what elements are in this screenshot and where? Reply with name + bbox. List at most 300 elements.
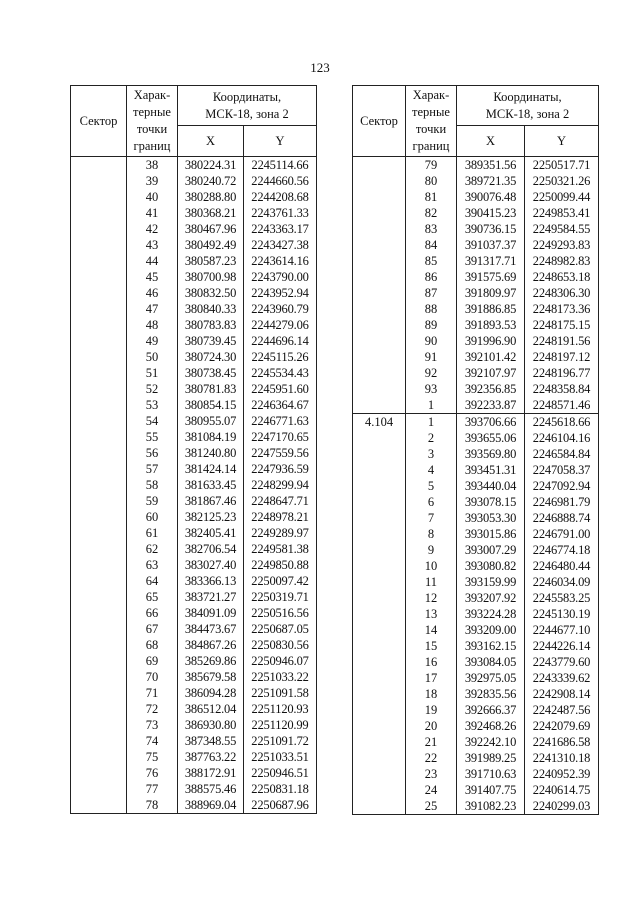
x-coordinate-cell: 380840.33 — [178, 301, 244, 317]
header-x: X — [457, 126, 525, 157]
x-coordinate-cell: 380724.30 — [178, 349, 244, 365]
point-number-cell: 52 — [127, 381, 178, 397]
y-coordinate-cell: 2244660.56 — [244, 173, 317, 189]
point-number-cell: 49 — [127, 333, 178, 349]
y-coordinate-cell: 2245115.26 — [244, 349, 317, 365]
point-number-cell: 65 — [127, 589, 178, 605]
y-coordinate-cell: 2244677.10 — [525, 622, 599, 638]
x-coordinate-cell: 393209.00 — [457, 622, 525, 638]
header-coordinates — [178, 86, 317, 126]
y-coordinate-cell: 2243614.16 — [244, 253, 317, 269]
sector-cell — [71, 461, 127, 477]
table-row — [71, 205, 317, 221]
point-number-cell: 57 — [127, 461, 178, 477]
x-coordinate-cell: 381867.46 — [178, 493, 244, 509]
point-number-cell: 54 — [127, 413, 178, 429]
x-coordinate-cell: 391575.69 — [457, 269, 525, 285]
y-coordinate-cell: 2245951.60 — [244, 381, 317, 397]
header-coords-line: МСК-18, зона 2 — [485, 106, 570, 121]
x-coordinate-cell: 393451.31 — [457, 462, 525, 478]
point-number-cell: 12 — [406, 590, 457, 606]
sector-cell — [71, 317, 127, 333]
table-body — [353, 157, 599, 815]
point-number-cell: 69 — [127, 653, 178, 669]
y-coordinate-cell: 2251091.72 — [244, 733, 317, 749]
point-number-cell: 6 — [406, 494, 457, 510]
sector-cell — [353, 253, 406, 269]
point-number-cell: 20 — [406, 718, 457, 734]
y-coordinate-cell: 2242487.56 — [525, 702, 599, 718]
point-number-cell: 41 — [127, 205, 178, 221]
y-coordinate-cell: 2246791.00 — [525, 526, 599, 542]
sector-cell — [71, 685, 127, 701]
y-coordinate-cell: 2249584.55 — [525, 221, 599, 237]
point-number-cell: 55 — [127, 429, 178, 445]
y-coordinate-cell: 2240299.03 — [525, 798, 599, 815]
y-coordinate-cell: 2250099.44 — [525, 189, 599, 205]
sector-cell — [353, 702, 406, 718]
point-number-cell: 14 — [406, 622, 457, 638]
x-coordinate-cell: 393078.15 — [457, 494, 525, 510]
point-number-cell: 9 — [406, 542, 457, 558]
table-row — [353, 317, 599, 333]
table-row — [71, 301, 317, 317]
point-number-cell: 76 — [127, 765, 178, 781]
y-coordinate-cell: 2242079.69 — [525, 718, 599, 734]
table-row — [353, 269, 599, 285]
table-header — [353, 86, 599, 157]
y-coordinate-cell: 2249293.83 — [525, 237, 599, 253]
point-number-cell: 51 — [127, 365, 178, 381]
y-coordinate-cell: 2248191.56 — [525, 333, 599, 349]
table-row — [71, 237, 317, 253]
table-row — [71, 781, 317, 797]
y-coordinate-cell: 2243761.33 — [244, 205, 317, 221]
point-number-cell: 2 — [406, 430, 457, 446]
point-number-cell: 64 — [127, 573, 178, 589]
x-coordinate-cell: 380738.45 — [178, 365, 244, 381]
header-sector: Сектор — [353, 86, 406, 157]
sector-cell — [353, 782, 406, 798]
table-row — [353, 365, 599, 381]
x-coordinate-cell: 393080.82 — [457, 558, 525, 574]
y-coordinate-cell: 2246981.79 — [525, 494, 599, 510]
x-coordinate-cell: 383721.27 — [178, 589, 244, 605]
x-coordinate-cell: 382706.54 — [178, 541, 244, 557]
x-coordinate-cell: 391996.90 — [457, 333, 525, 349]
y-coordinate-cell: 2246480.44 — [525, 558, 599, 574]
x-coordinate-cell: 392835.56 — [457, 686, 525, 702]
sector-cell — [353, 798, 406, 815]
y-coordinate-cell: 2245534.43 — [244, 365, 317, 381]
header-points-line: Харак- — [133, 88, 171, 102]
x-coordinate-cell: 389721.35 — [457, 173, 525, 189]
point-number-cell: 7 — [406, 510, 457, 526]
y-coordinate-cell: 2248196.77 — [525, 365, 599, 381]
x-coordinate-cell: 393224.28 — [457, 606, 525, 622]
sector-cell — [353, 510, 406, 526]
table-row — [353, 638, 599, 654]
header-coords-line: Координаты, — [493, 89, 562, 104]
point-number-cell: 86 — [406, 269, 457, 285]
table-row — [353, 301, 599, 317]
table-row — [353, 157, 599, 174]
point-number-cell: 15 — [406, 638, 457, 654]
header-points-line: точки — [415, 122, 447, 136]
table-row — [353, 381, 599, 397]
sector-cell — [353, 590, 406, 606]
point-number-cell: 21 — [406, 734, 457, 750]
y-coordinate-cell: 2251120.99 — [244, 717, 317, 733]
x-coordinate-cell: 389351.56 — [457, 157, 525, 174]
sector-cell — [71, 797, 127, 814]
point-number-cell: 87 — [406, 285, 457, 301]
header-points-line: Харак- — [412, 88, 450, 102]
x-coordinate-cell: 391893.53 — [457, 317, 525, 333]
table-row — [71, 253, 317, 269]
table-row — [353, 606, 599, 622]
table-row — [353, 221, 599, 237]
x-coordinate-cell: 386094.28 — [178, 685, 244, 701]
table-row — [353, 237, 599, 253]
table-body — [71, 157, 317, 814]
sector-cell — [71, 541, 127, 557]
table-row — [353, 702, 599, 718]
y-coordinate-cell: 2240952.39 — [525, 766, 599, 782]
point-number-cell: 45 — [127, 269, 178, 285]
point-number-cell: 38 — [127, 157, 178, 174]
table-row — [71, 365, 317, 381]
y-coordinate-cell: 2250687.05 — [244, 621, 317, 637]
table-row — [71, 653, 317, 669]
point-number-cell: 83 — [406, 221, 457, 237]
table-row — [353, 718, 599, 734]
x-coordinate-cell: 380783.83 — [178, 317, 244, 333]
table-row — [353, 430, 599, 446]
table-row — [353, 766, 599, 782]
sector-cell — [353, 205, 406, 221]
sector-cell — [353, 718, 406, 734]
point-number-cell: 42 — [127, 221, 178, 237]
table-row — [353, 590, 599, 606]
point-number-cell: 17 — [406, 670, 457, 686]
table-row — [71, 605, 317, 621]
y-coordinate-cell: 2243952.94 — [244, 285, 317, 301]
sector-cell — [71, 237, 127, 253]
table-row — [71, 333, 317, 349]
table-row — [71, 797, 317, 814]
sector-cell — [353, 430, 406, 446]
x-coordinate-cell: 380955.07 — [178, 413, 244, 429]
y-coordinate-cell: 2249581.38 — [244, 541, 317, 557]
header-coords-line: МСК-18, зона 2 — [205, 106, 289, 121]
x-coordinate-cell: 380224.31 — [178, 157, 244, 174]
sector-cell — [353, 221, 406, 237]
table-row — [71, 669, 317, 685]
table-row — [71, 461, 317, 477]
y-coordinate-cell: 2245618.66 — [525, 414, 599, 431]
sector-cell — [71, 701, 127, 717]
sector-cell — [353, 301, 406, 317]
table-row — [71, 637, 317, 653]
sector-cell — [71, 157, 127, 174]
y-coordinate-cell: 2251091.58 — [244, 685, 317, 701]
point-number-cell: 67 — [127, 621, 178, 637]
y-coordinate-cell: 2246771.63 — [244, 413, 317, 429]
y-coordinate-cell: 2248173.36 — [525, 301, 599, 317]
sector-cell — [353, 269, 406, 285]
y-coordinate-cell: 2248197.12 — [525, 349, 599, 365]
table-row — [353, 542, 599, 558]
point-number-cell: 62 — [127, 541, 178, 557]
sector-cell — [353, 606, 406, 622]
point-number-cell: 8 — [406, 526, 457, 542]
x-coordinate-cell: 384091.09 — [178, 605, 244, 621]
y-coordinate-cell: 2246104.16 — [525, 430, 599, 446]
y-coordinate-cell: 2246774.18 — [525, 542, 599, 558]
y-coordinate-cell: 2250946.07 — [244, 653, 317, 669]
sector-cell — [353, 734, 406, 750]
point-number-cell: 79 — [406, 157, 457, 174]
x-coordinate-cell: 391317.71 — [457, 253, 525, 269]
x-coordinate-cell: 380467.96 — [178, 221, 244, 237]
point-number-cell: 63 — [127, 557, 178, 573]
point-number-cell: 73 — [127, 717, 178, 733]
sector-cell — [71, 445, 127, 461]
table-row — [353, 462, 599, 478]
point-number-cell: 46 — [127, 285, 178, 301]
y-coordinate-cell: 2248299.94 — [244, 477, 317, 493]
x-coordinate-cell: 383366.13 — [178, 573, 244, 589]
y-coordinate-cell: 2249853.41 — [525, 205, 599, 221]
x-coordinate-cell: 380781.83 — [178, 381, 244, 397]
point-number-cell: 53 — [127, 397, 178, 413]
sector-cell — [353, 670, 406, 686]
sector-cell — [71, 765, 127, 781]
table-row — [353, 414, 599, 431]
header-y: Y — [244, 126, 317, 157]
table-row — [353, 494, 599, 510]
sector-cell — [71, 477, 127, 493]
sector-cell — [71, 221, 127, 237]
y-coordinate-cell: 2245114.66 — [244, 157, 317, 174]
x-coordinate-cell: 388969.04 — [178, 797, 244, 814]
point-number-cell: 68 — [127, 637, 178, 653]
y-coordinate-cell: 2244696.14 — [244, 333, 317, 349]
table-row — [71, 541, 317, 557]
point-number-cell: 11 — [406, 574, 457, 590]
point-number-cell: 92 — [406, 365, 457, 381]
coordinates-table-right — [352, 85, 599, 815]
table-row — [71, 381, 317, 397]
y-coordinate-cell: 2250687.96 — [244, 797, 317, 814]
x-coordinate-cell: 391082.23 — [457, 798, 525, 815]
sector-cell — [353, 397, 406, 414]
sector-cell — [71, 589, 127, 605]
x-coordinate-cell: 393007.29 — [457, 542, 525, 558]
x-coordinate-cell: 384867.26 — [178, 637, 244, 653]
sector-cell — [353, 526, 406, 542]
y-coordinate-cell: 2251120.93 — [244, 701, 317, 717]
sector-cell — [353, 638, 406, 654]
table-row — [353, 526, 599, 542]
sector-cell — [71, 749, 127, 765]
table-row — [71, 749, 317, 765]
table-row — [71, 413, 317, 429]
point-number-cell: 1 — [406, 414, 457, 431]
x-coordinate-cell: 380288.80 — [178, 189, 244, 205]
table-row — [71, 189, 317, 205]
table-row — [71, 621, 317, 637]
point-number-cell: 90 — [406, 333, 457, 349]
y-coordinate-cell: 2250516.56 — [244, 605, 317, 621]
sector-cell — [353, 381, 406, 397]
point-number-cell: 85 — [406, 253, 457, 269]
header-points-line: терные — [412, 105, 450, 119]
sector-cell — [71, 621, 127, 637]
table-row — [71, 173, 317, 189]
point-number-cell: 58 — [127, 477, 178, 493]
y-coordinate-cell: 2245583.25 — [525, 590, 599, 606]
table-row — [71, 557, 317, 573]
table-row — [71, 733, 317, 749]
table-row — [353, 750, 599, 766]
sector-cell: 4.104 — [353, 414, 406, 431]
x-coordinate-cell: 392107.97 — [457, 365, 525, 381]
y-coordinate-cell: 2250831.18 — [244, 781, 317, 797]
sector-cell — [353, 349, 406, 365]
sector-cell — [71, 637, 127, 653]
x-coordinate-cell: 381424.14 — [178, 461, 244, 477]
x-coordinate-cell: 393655.06 — [457, 430, 525, 446]
table-row — [71, 221, 317, 237]
y-coordinate-cell: 2248175.15 — [525, 317, 599, 333]
table-row — [71, 525, 317, 541]
x-coordinate-cell: 393440.04 — [457, 478, 525, 494]
y-coordinate-cell: 2247092.94 — [525, 478, 599, 494]
point-number-cell: 48 — [127, 317, 178, 333]
table-row — [353, 782, 599, 798]
x-coordinate-cell: 392975.05 — [457, 670, 525, 686]
point-number-cell: 91 — [406, 349, 457, 365]
header-y: Y — [525, 126, 599, 157]
header-x: X — [178, 126, 244, 157]
table-row — [353, 397, 599, 414]
table-row — [71, 685, 317, 701]
x-coordinate-cell: 380854.15 — [178, 397, 244, 413]
y-coordinate-cell: 2243790.00 — [244, 269, 317, 285]
point-number-cell: 3 — [406, 446, 457, 462]
x-coordinate-cell: 390736.15 — [457, 221, 525, 237]
sector-cell — [353, 189, 406, 205]
y-coordinate-cell: 2248647.71 — [244, 493, 317, 509]
sector-cell — [71, 669, 127, 685]
header-boundary-points — [406, 86, 457, 157]
y-coordinate-cell: 2248653.18 — [525, 269, 599, 285]
x-coordinate-cell: 381633.45 — [178, 477, 244, 493]
x-coordinate-cell: 380739.45 — [178, 333, 244, 349]
sector-cell — [71, 429, 127, 445]
header-sector: Сектор — [71, 86, 127, 157]
x-coordinate-cell: 390415.23 — [457, 205, 525, 221]
x-coordinate-cell: 392233.87 — [457, 397, 525, 414]
table-row — [71, 349, 317, 365]
point-number-cell: 80 — [406, 173, 457, 189]
y-coordinate-cell: 2247170.65 — [244, 429, 317, 445]
point-number-cell: 40 — [127, 189, 178, 205]
x-coordinate-cell: 380832.50 — [178, 285, 244, 301]
x-coordinate-cell: 387348.55 — [178, 733, 244, 749]
sector-cell — [353, 558, 406, 574]
sector-cell — [353, 542, 406, 558]
header-points-line: границ — [412, 139, 450, 153]
point-number-cell: 81 — [406, 189, 457, 205]
sector-cell — [353, 317, 406, 333]
sector-cell — [71, 397, 127, 413]
y-coordinate-cell: 2245130.19 — [525, 606, 599, 622]
y-coordinate-cell: 2250946.51 — [244, 765, 317, 781]
x-coordinate-cell: 391710.63 — [457, 766, 525, 782]
table-row — [353, 734, 599, 750]
point-number-cell: 77 — [127, 781, 178, 797]
x-coordinate-cell: 391886.85 — [457, 301, 525, 317]
header-coords-line: Координаты, — [212, 89, 282, 104]
sector-cell — [353, 622, 406, 638]
sector-cell — [353, 157, 406, 174]
point-number-cell: 82 — [406, 205, 457, 221]
sector-cell — [71, 333, 127, 349]
table-row — [353, 253, 599, 269]
y-coordinate-cell: 2241686.58 — [525, 734, 599, 750]
y-coordinate-cell: 2248982.83 — [525, 253, 599, 269]
table-row — [71, 285, 317, 301]
y-coordinate-cell: 2248571.46 — [525, 397, 599, 414]
table-row — [71, 701, 317, 717]
point-number-cell: 43 — [127, 237, 178, 253]
sector-cell — [71, 269, 127, 285]
sector-cell — [71, 653, 127, 669]
table-row — [71, 445, 317, 461]
y-coordinate-cell: 2246034.09 — [525, 574, 599, 590]
y-coordinate-cell: 2248306.30 — [525, 285, 599, 301]
point-number-cell: 66 — [127, 605, 178, 621]
x-coordinate-cell: 391989.25 — [457, 750, 525, 766]
sector-cell — [353, 446, 406, 462]
table-row — [71, 429, 317, 445]
x-coordinate-cell: 385679.58 — [178, 669, 244, 685]
table-row — [353, 574, 599, 590]
table-header — [71, 86, 317, 157]
x-coordinate-cell: 393569.80 — [457, 446, 525, 462]
sector-cell — [71, 349, 127, 365]
sector-cell — [71, 301, 127, 317]
y-coordinate-cell: 2246584.84 — [525, 446, 599, 462]
sector-cell — [71, 733, 127, 749]
point-number-cell: 24 — [406, 782, 457, 798]
x-coordinate-cell: 387763.22 — [178, 749, 244, 765]
point-number-cell: 72 — [127, 701, 178, 717]
point-number-cell: 5 — [406, 478, 457, 494]
point-number-cell: 88 — [406, 301, 457, 317]
sector-cell — [71, 509, 127, 525]
point-number-cell: 78 — [127, 797, 178, 814]
sector-cell — [353, 750, 406, 766]
y-coordinate-cell: 2243339.62 — [525, 670, 599, 686]
table-row — [353, 478, 599, 494]
x-coordinate-cell: 385269.86 — [178, 653, 244, 669]
x-coordinate-cell: 393706.66 — [457, 414, 525, 431]
x-coordinate-cell: 391037.37 — [457, 237, 525, 253]
